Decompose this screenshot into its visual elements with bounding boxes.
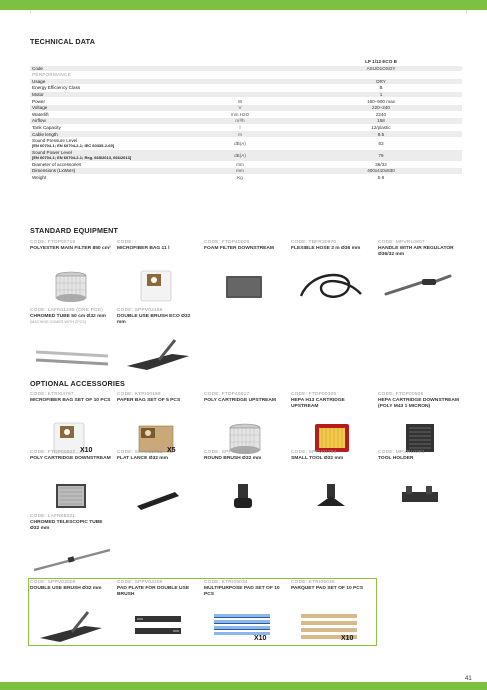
item-code: CODE: KTRI04767 [30,392,74,397]
row-value: 2240 [300,111,462,118]
row-unit [180,91,300,98]
row-unit: V [180,105,300,112]
small-tool-icon [291,478,373,514]
floor-brush-icon [117,336,199,372]
row-unit [180,85,300,92]
item-code: CODE: SPPV02206 [117,580,163,585]
row-value: DRY [300,78,462,85]
standard-equipment-title: STANDARD EQUIPMENT [30,226,119,235]
row-unit: m³/h [180,118,300,125]
quantity-label: X10 [254,635,267,642]
page-number: 41 [465,676,472,682]
filter-bag-icon [117,268,199,304]
model-name: LP 1/12 ECO B [300,58,462,65]
item-name: SMALL TOOL Ø32 mm [291,456,344,461]
table-row [30,78,462,85]
row-value: 220–240 [300,105,462,112]
item-code: CODE: SPPV02005 [30,580,76,585]
table-row [30,111,462,118]
foam-filter-icon [204,268,286,304]
table-header-row [30,58,462,65]
item-name: MULTIPURPOSE PAD SET OF 10 PCS [204,586,280,597]
row-unit: W [180,98,300,105]
item-code: CODE: FTDP00507 [30,450,76,455]
row-value: 79 [300,149,462,161]
row-label: Sound Pressure Level [32,138,78,144]
item-code: CODE: MPVR10807 [378,240,425,245]
accessory-item [117,392,199,456]
bottom-accent-bar [0,682,487,690]
table-row [30,98,462,105]
row-label: Cable length [32,131,58,137]
row-label: Sound Power Level [32,149,72,155]
row-unit: dB(A) [180,149,300,161]
crevice-tool-icon [117,478,199,514]
accessory-item [117,450,199,514]
row-value: 36/32 [300,161,462,168]
item-name: CHROMED TUBE 50 cm Ø32 mm [30,314,106,319]
row-label: Power [32,98,46,104]
item-name: HANDLE WITH AIR REGULATOR Ø36/32 mm [378,246,454,257]
handle-icon [378,268,460,304]
row-label: PERFORMANCE [32,72,72,78]
item-name: HEPA H13 CARTRIDGE UPSTREAM [291,398,345,409]
row-label: Energy Efficiency Class [32,85,81,91]
row-label: Tank Capacity [32,124,61,130]
item-name: TOOL HOLDER [378,456,414,461]
technical-data-title: TECHNICAL DATA [30,37,96,46]
row-unit: mm [180,161,300,168]
table-row [30,105,462,112]
accessory-item [378,392,460,456]
table-row [30,138,462,150]
accessory-item [378,450,460,514]
item-name: MICROFIBER BAG 11 l [117,246,170,251]
accessory-item [117,240,199,304]
item-code: CODE: KTRI00168 [117,392,161,397]
technical-data-table [30,58,462,181]
item-code: CODE: MPVR10281 [378,450,425,455]
item-name: POLY CARTRIDGE DOWNSTREAM [30,456,111,461]
item-code: CODE: KTRI05034 [204,580,248,585]
accessory-item [30,308,112,372]
row-unit [180,78,300,85]
table-row [30,174,462,181]
row-value: 63 [300,138,462,150]
row-value: 158 [300,118,462,125]
item-code: CODE: TBFR30970 [291,240,337,245]
quantity-label: X10 [341,635,354,642]
row-unit: m [180,131,300,138]
item-name: PARQUET PAD SET OF 10 PCS [291,586,364,591]
row-unit: dB(A) [180,138,300,150]
table-row [30,161,462,168]
accessory-item [30,392,112,456]
row-unit [180,72,300,79]
row-unit [180,65,300,72]
highlight-frame [28,578,377,646]
accessory-item [204,240,286,304]
row-label: Dimensions (LxWxH) [32,168,76,174]
row-label: Weight [32,174,47,180]
item-code: CODE: FTDP00716 [30,240,76,245]
top-frame [30,10,467,13]
table-row [30,168,462,175]
row-value: 400x410x530 [300,168,462,175]
round-brush-icon [204,478,286,514]
table-row [30,85,462,92]
accessory-item [378,240,460,304]
item-code: CODE: SPPV01736 [204,450,250,455]
item-name: POLYESTER MAIN FILTER 850 cm² [30,246,111,251]
item-name: FLEXIBLE HOSE 2 m Ø36 mm [291,246,361,251]
table-row [30,91,462,98]
row-value: 8.5 [300,131,462,138]
row-unit: l [180,124,300,131]
item-name: MICROFIBER BAG SET OF 10 PCS [30,398,111,403]
item-code: CODE: SPPV02189 [117,308,163,313]
accessory-item [291,240,373,304]
item-name: DOUBLE USE BRUSH Ø32 mm [30,586,102,591]
tool-holder-icon [378,478,460,514]
row-value: 5.8 [300,174,462,181]
row-value: 1 [300,91,462,98]
row-label: Waterlift [32,111,49,117]
item-code: CODE: SPPV01754 [291,450,337,455]
row-label: Airflow [32,118,46,124]
item-code: CODE: SPPV01756 [117,450,163,455]
item-name: CHROMED TELESCOPIC TUBE Ø32 mm [30,520,103,531]
row-value: 160–900 max [300,98,462,105]
accessory-item [30,450,112,514]
item-code: CODE: FTDP40009 [204,240,250,245]
accessory-item [204,392,286,456]
accessory-item [204,450,286,514]
hose-icon [291,268,373,304]
accessory-item [30,514,112,578]
table-row [30,131,462,138]
row-value [300,72,462,79]
accessory-item [291,450,373,514]
item-code: CODE: KTRI05035 [291,580,335,585]
table-row [30,118,462,125]
item-code: CODE: LAFN11295 (ONE PCS) [30,308,103,313]
side-disclaimer-text [470,430,478,670]
item-name: POLY CARTRIDGE UPSTREAM [204,398,277,403]
row-label: Code [32,65,43,71]
accessory-item [117,308,199,372]
row-standard: [EN 60704-1; EN 60704-2-1; IEC 60335-2-69] [32,143,115,149]
row-value: B [300,85,462,92]
item-name: ROUND BRUSH Ø32 mm [204,456,262,461]
accessory-item [291,392,373,456]
item-code: CODE: FTDP00506 [378,392,424,397]
tubes-icon [30,336,112,372]
item-code: CODE: FTDP40017 [204,392,250,397]
item-note: (MACHINE COMES WITH 2PCS) [30,319,87,324]
accessory-item [30,240,112,304]
row-standard: [EN 60704-1; EN 60704-2-1; Reg. 665/2013, 666/2013] [32,155,132,161]
standard-equipment-grid [30,240,462,372]
item-code: CODE: FTDP00305 [291,392,337,397]
optional-accessories-title: OPTIONAL ACCESSORIES [30,379,126,388]
item-name: PAPER BAG SET OF 5 PCS [117,398,181,403]
item-name: HEPA CARTRIDGE DOWNSTREAM (POLY M43 1 MICRON) [378,398,459,409]
cartridge-filter-icon [30,268,112,304]
row-label: Voltage [32,105,48,111]
quantity-label: X10 [80,447,93,454]
row-unit: mm [180,168,300,175]
row-unit: Kg [180,174,300,181]
table-row [30,72,462,79]
row-label: Motor [32,91,44,97]
row-label: Usage [32,78,46,84]
item-name: FOAM FILTER DOWNSTREAM [204,246,274,251]
item-code: CODE: LAFN08321 [30,514,76,519]
telescopic-tube-icon [30,542,112,578]
row-label: Diameter of accessories [32,161,82,167]
item-name: DOUBLE USE BRUSH ECO Ø32 mm [117,314,191,325]
item-code: CODE: - [117,240,137,245]
item-name: PAD PLATE FOR DOUBLE USE BRUSH [117,586,190,597]
top-accent-bar [0,0,487,10]
row-value: 12/plastic [300,124,462,131]
table-row [30,65,462,72]
table-row [30,124,462,131]
item-name: FLAT LANCE Ø32 mm [117,456,168,461]
row-unit: mm H2O [180,111,300,118]
quantity-label: X5 [167,447,176,454]
row-value: ASUO1OSOY [300,65,462,72]
table-row [30,149,462,161]
panel-filter-icon [30,478,112,514]
